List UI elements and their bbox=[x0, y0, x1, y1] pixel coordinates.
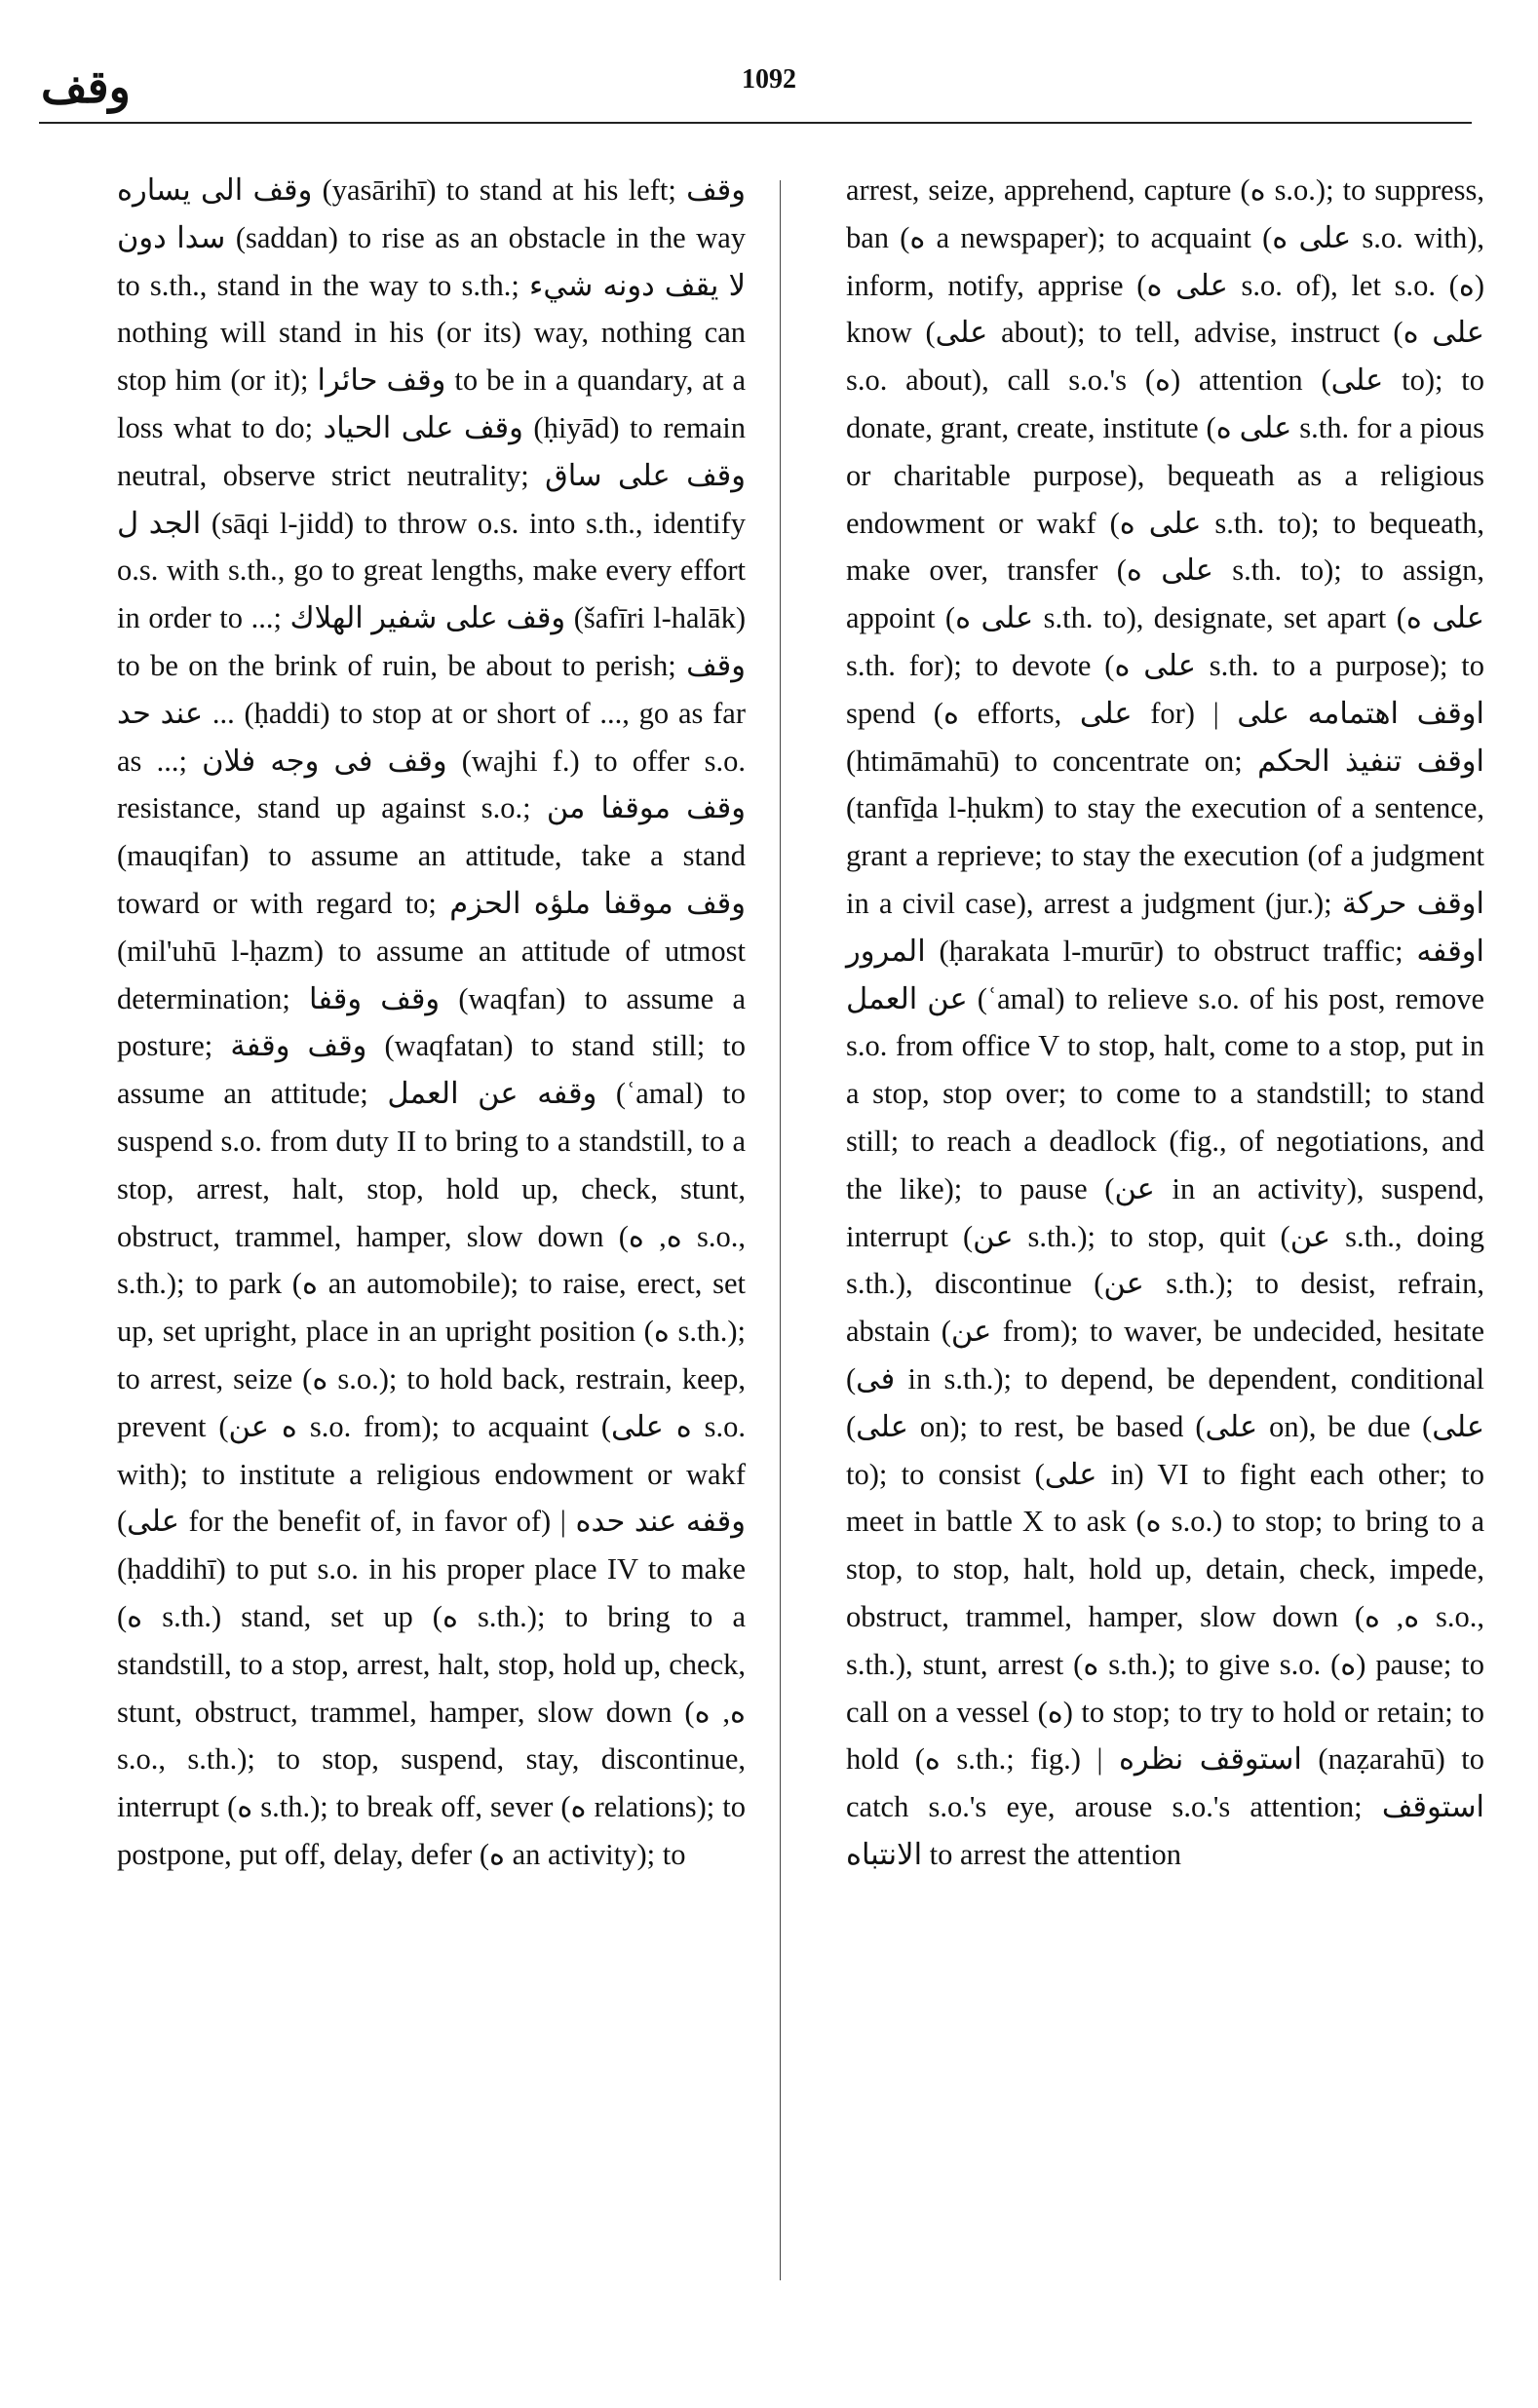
right-column-text: arrest, seize, apprehend, capture (ه s.o.); to suppress, ban (ه a newspaper); to acquaint (على ه s.o. with), inform, notify, apprise (على ه s.o. of), let s.o. (ه) know (على about); to tell, advise, instruct (على ه s.o. about), call s.o.'s (ه) attention (على to); to donate, grant, create, institute (على ه s.th. for a pious or charitable purpose), bequeath as a religious endowment or wakf (على ه s.th. to); to bequeath, make over, transfer (على ه s.th. to); to assign, appoint (على ه s.th. to), designate, set apart (على ه s.th. for); to devote (على ه s.th. to a purpose); to spend (ه efforts, على for) | اوقف اهتمامه على (htimāmahū) to concentrate on; اوقف تنفيذ الحكم (tanfīḏa l-ḥukm) to stay the execution of a sentence, grant a reprieve; to stay the execution (of a judgment in a civil case), arrest a judgment (jur.); اوقف حركة المرور (ḥarakata l-murūr) to obstruct traffic; اوقفه عن العمل (ʿamal) to relieve s.o. of his post, remove s.o. from office V to stop, halt, come to a stop, put in a stop, stop over; to come to a standstill; to stand still; to reach a deadlock (fig., of negotiations, and the like); to pause (عن in an activity), suspend, interrupt (عن s.th.); to stop, quit (عن s.th., doing s.th.), discontinue (عن s.th.); to desist, refrain, abstain (عن from); to waver, be undecided, hesitate (فى in s.th.); to depend, be dependent, conditional (على on); to rest, be based (على on), be due (على to); to consist (على in) VI to fight each other; to meet in battle X to ask (ه s.o.) to stop; to bring to a stop, to stop, halt, hold up, detain, check, impede, obstruct, trammel, hamper, slow down (ه, ه s.o., s.th.), stunt, arrest (ه s.th.); to give s.o. (ه) pause; to call on a vessel (ه) to stop; to try to hold or retain; to hold (ه s.th.; fig.) | استوقف نظره (naẓarahū) to catch s.o.'s eye, arouse s.o.'s attention; استوقف الانتباه to arrest the attention bbox=[846, 173, 1485, 1871]
head-word: وقف bbox=[41, 60, 131, 113]
left-column bbox=[117, 167, 746, 1879]
header-rule bbox=[39, 122, 1472, 124]
right-column bbox=[846, 167, 1484, 1879]
left-column-text: وقف الى يساره (yasārihī) to stand at his left; وقف سدا دون (saddan) to rise as an obstacle in the way to s.th., stand in the way to s.th.; لا يقف دونه شيء nothing will stand in his (or its) way, nothing can stop him (or it); وقف حائرا to be in a quandary, at a loss what to do; وقف على الحياد (ḥiyād) to remain neutral, observe strict neutrality; وقف على ساق الجد ل (sāqi l-jidd) to throw o.s. into s.th., identify o.s. with s.th., go to great lengths, make every effort in order to ...; وقف على شفير الهلاك (šafīri l-halāk) to be on the brink of ruin, be about to perish; وقف عند حد ... (ḥaddi) to stop at or short of ..., go as far as ...; وقف فى وجه فلان (wajhi f.) to offer s.o. resistance, stand up against s.o.; وقف موقفا من (mauqifan) to assume an attitude, take a stand toward or with regard to; وقف موقفا ملؤه الحزم (mil'uhū l-ḥazm) to assume an attitude of utmost determination; وقف وقفا (waqfan) to assume a posture; وقف وقفة (waqfatan) to stand still; to assume an attitude; وقفه عن العمل (ʿamal) to suspend s.o. from duty II to bring to a standstill, to a stop, arrest, halt, stop, hold up, check, stunt, obstruct, trammel, hamper, slow down (ه, ه s.o., s.th.); to park (ه an automobile); to raise, erect, set up, set upright, place in an upright position (ه s.th.); to arrest, seize (ه s.o.); to hold back, restrain, keep, prevent (ه عن s.o. from); to acquaint (ه على s.o. with); to institute a religious endowment or wakf (على for the benefit of, in favor of) | وقفه عند حده (ḥaddihī) to put s.o. in his proper place IV to make (ه s.th.) stand, set up (ه s.th.); to bring to a standstill, to a stop, arrest, halt, stop, hold up, check, stunt, obstruct, trammel, hamper, slow down (ه, ه s.o., s.th.); to stop, suspend, stay, discontinue, interrupt (ه s.th.); to break off, sever (ه relations); to postpone, put off, delay, defer (ه an activity); to bbox=[117, 173, 747, 1871]
page-number: 1092 bbox=[742, 64, 796, 95]
column-divider bbox=[780, 180, 781, 2280]
